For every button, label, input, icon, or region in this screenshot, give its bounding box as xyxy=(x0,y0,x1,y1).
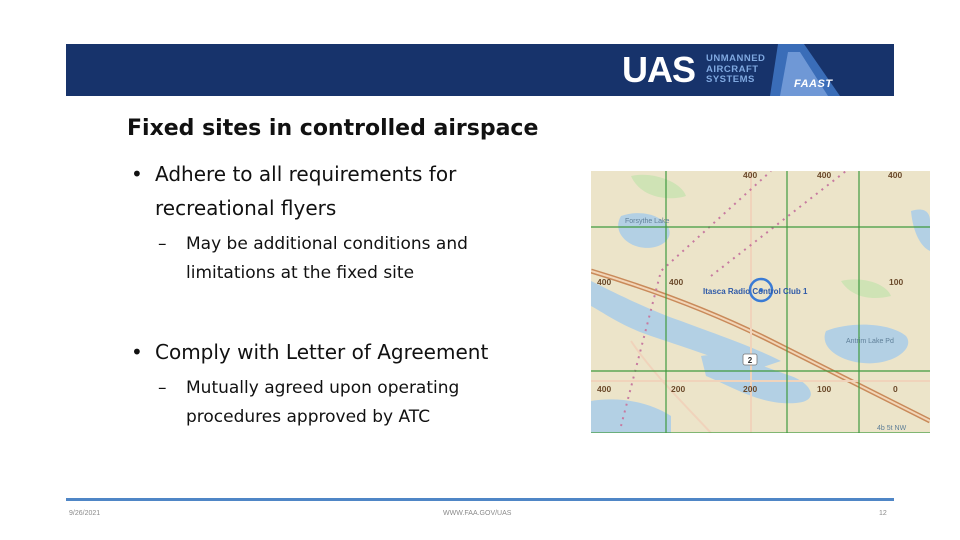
bullet-2-sub-1 xyxy=(158,374,460,432)
bullet-dot-icon: • xyxy=(131,340,143,364)
grid-label-bottom-4: 100 xyxy=(817,384,832,394)
header-banner xyxy=(66,44,894,96)
uas-logo-subtitle xyxy=(706,54,765,86)
water-label-antrim: Antrim Lake Pd xyxy=(846,338,894,345)
footer-page-number: 12 xyxy=(879,510,887,517)
grid-label-mid-2: 400 xyxy=(669,277,684,287)
grid-label-top-1: 400 xyxy=(743,171,758,180)
grid-label-mid-1: 400 xyxy=(597,277,612,287)
slide-title: Fixed sites in controlled airspace xyxy=(127,116,539,141)
airspace-map-image xyxy=(591,171,930,433)
bullet-2 xyxy=(131,335,489,369)
grid-label-bottom-1: 400 xyxy=(597,384,612,394)
bullet-1-sub-1 xyxy=(158,230,468,288)
bullet-1-line-1: Adhere to all requirements for xyxy=(155,162,457,186)
bullet-2-line-1: Comply with Letter of Agreement xyxy=(155,340,489,364)
airspace-map xyxy=(591,171,930,433)
grid-label-top-3: 400 xyxy=(888,171,903,180)
map-corner-label: 4b 5t NW xyxy=(877,425,907,432)
uas-sub-line-2: AIRCRAFT xyxy=(706,63,759,75)
bullet-1 xyxy=(131,157,457,225)
grid-label-mid-3: 100 xyxy=(889,277,904,287)
grid-label-bottom-2: 200 xyxy=(671,384,686,394)
grid-label-top-2: 400 xyxy=(817,171,832,180)
grid-label-bottom-3: 200 xyxy=(743,384,758,394)
bullet-1-sub-line-1: May be additional conditions and xyxy=(186,234,468,254)
faast-logo-text: FAAST xyxy=(794,78,833,90)
bullet-2-sub-line-2: procedures approved by ATC xyxy=(186,407,431,427)
bullet-dash-icon: – xyxy=(158,234,167,254)
grid-label-bottom-5: 0 xyxy=(893,384,898,394)
water-label-forsythe: Forsythe Lake xyxy=(625,218,670,225)
bullet-dash-icon: – xyxy=(158,378,167,398)
uas-logo-text: UAS xyxy=(622,49,696,90)
footer-divider xyxy=(66,498,894,501)
site-name-label: Itasca Radio Control Club 1 xyxy=(703,287,808,296)
uas-sub-line-1: UNMANNED xyxy=(706,53,766,64)
bullet-2-sub-line-1: Mutually agreed upon operating xyxy=(186,378,460,398)
bullet-1-sub-line-2: limitations at the fixed site xyxy=(186,263,415,283)
bullet-dot-icon: • xyxy=(131,162,143,186)
road-shield-label: 2 xyxy=(747,356,753,365)
uas-sub-line-3: SYSTEMS xyxy=(706,74,755,85)
footer-date: 9/26/2021 xyxy=(69,510,101,517)
bullet-1-line-2: recreational flyers xyxy=(155,196,337,220)
footer-url: WWW.FAA.GOV/UAS xyxy=(443,510,512,517)
